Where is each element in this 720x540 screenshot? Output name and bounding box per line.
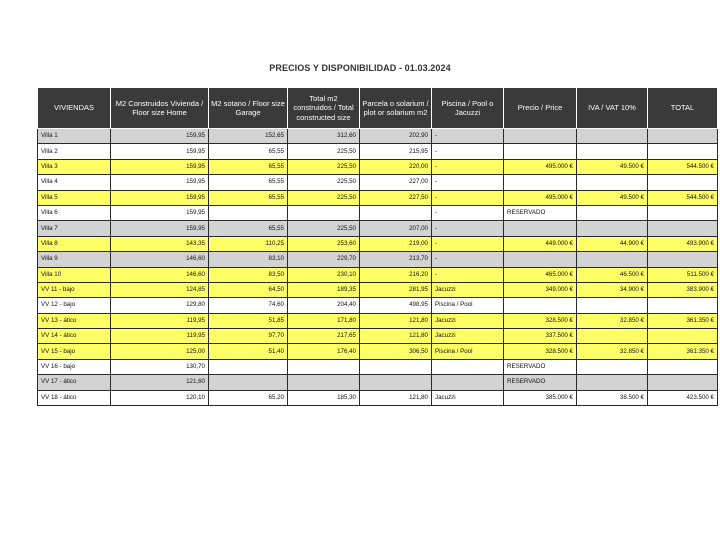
cell-price: RESERVADO [504,205,577,220]
header-plot-size: Parcela o solarium / plot or solarium m2 [360,88,432,129]
table-row [38,390,718,405]
cell-name: Villa 10 [38,267,111,282]
cell-total [648,252,718,267]
cell-pool: - [432,236,504,251]
cell-total [648,298,718,313]
cell-garage-size: 110,25 [209,236,288,251]
cell-built-size: 146,60 [111,267,209,282]
cell-vat [577,221,648,236]
cell-total: 544.500 € [648,159,718,174]
cell-name: Villa 9 [38,252,111,267]
cell-plot-size: 281,95 [360,282,432,297]
price-availability-table [37,87,718,406]
cell-total: 544.500 € [648,190,718,205]
cell-price [504,175,577,190]
table-row [38,298,718,313]
cell-pool: - [432,267,504,282]
cell-garage-size: 65,55 [209,190,288,205]
cell-vat [577,175,648,190]
cell-vat [577,205,648,220]
cell-total-size: 176,40 [288,344,360,359]
table-row [38,175,718,190]
header-viviendas: VIVIENDAS [38,88,111,129]
cell-plot-size: 121,80 [360,329,432,344]
cell-built-size: 159,95 [111,175,209,190]
cell-price [504,129,577,144]
cell-name: Villa 6 [38,205,111,220]
cell-total-size: 171,80 [288,313,360,328]
cell-price [504,252,577,267]
cell-total-size: 189,35 [288,282,360,297]
cell-total-size: 230,10 [288,267,360,282]
cell-plot-size [360,359,432,374]
cell-total-size: 225,50 [288,175,360,190]
header-garage-size: M2 sotano / Floor size Garage [209,88,288,129]
table-row [38,375,718,390]
cell-vat: 34.900 € [577,282,648,297]
cell-built-size: 130,70 [111,359,209,374]
table-row [38,205,718,220]
cell-plot-size: 306,50 [360,344,432,359]
cell-total-size: 204,40 [288,298,360,313]
table-row [38,190,718,205]
cell-built-size: 124,85 [111,282,209,297]
cell-built-size: 121,60 [111,375,209,390]
cell-name: VV 15 - bajo [38,344,111,359]
cell-name: VV 11 - bajo [38,282,111,297]
cell-price: 337.500 € [504,329,577,344]
cell-plot-size: 227,00 [360,175,432,190]
cell-plot-size: 121,80 [360,390,432,405]
table-header-row [38,88,718,129]
cell-garage-size [209,205,288,220]
cell-pool: - [432,175,504,190]
cell-name: VV 14 - ático [38,329,111,344]
cell-garage-size: 74,60 [209,298,288,313]
cell-garage-size: 65,55 [209,159,288,174]
cell-price: 465.000 € [504,267,577,282]
cell-name: Villa 3 [38,159,111,174]
cell-total [648,205,718,220]
cell-total: 511.500 € [648,267,718,282]
table-row [38,329,718,344]
table-row [38,313,718,328]
cell-name: VV 18 - ático [38,390,111,405]
cell-vat: 49.500 € [577,159,648,174]
cell-pool: - [432,159,504,174]
cell-plot-size: 220,00 [360,159,432,174]
table-row [38,267,718,282]
header-total: TOTAL [648,88,718,129]
cell-built-size: 159,95 [111,190,209,205]
cell-plot-size: 121,80 [360,313,432,328]
cell-garage-size: 152,65 [209,129,288,144]
cell-pool: Piscina / Pool [432,298,504,313]
cell-vat [577,298,648,313]
header-total-size: Total m2 construidos / Total constructed size [288,88,360,129]
cell-plot-size: 202,90 [360,129,432,144]
table-row [38,236,718,251]
cell-total-size: 185,30 [288,390,360,405]
cell-built-size: 159,95 [111,159,209,174]
table-body [38,129,718,406]
cell-total-size: 225,50 [288,190,360,205]
cell-total-size: 217,65 [288,329,360,344]
cell-plot-size: 219,00 [360,236,432,251]
cell-total-size: 225,50 [288,144,360,159]
cell-total [648,221,718,236]
cell-total-size: 312,60 [288,129,360,144]
cell-vat [577,359,648,374]
cell-built-size: 120,10 [111,390,209,405]
cell-name: Villa 5 [38,190,111,205]
cell-total: 423.500 € [648,390,718,405]
cell-plot-size: 213,70 [360,252,432,267]
cell-total [648,359,718,374]
cell-garage-size: 83,10 [209,252,288,267]
cell-price [504,298,577,313]
cell-total-size [288,375,360,390]
cell-price: 328.500 € [504,344,577,359]
cell-total [648,129,718,144]
cell-price: RESERVADO [504,375,577,390]
cell-built-size: 129,80 [111,298,209,313]
table-row [38,252,718,267]
cell-built-size: 119,95 [111,313,209,328]
cell-vat: 38.500 € [577,390,648,405]
cell-plot-size: 207,00 [360,221,432,236]
cell-plot-size: 498,95 [360,298,432,313]
cell-name: Villa 4 [38,175,111,190]
cell-pool [432,375,504,390]
cell-pool: - [432,144,504,159]
cell-total-size [288,205,360,220]
cell-name: Villa 1 [38,129,111,144]
cell-name: Villa 7 [38,221,111,236]
cell-price: RESERVADO [504,359,577,374]
cell-total: 361.350 € [648,313,718,328]
cell-vat [577,252,648,267]
cell-total [648,329,718,344]
cell-garage-size: 65,20 [209,390,288,405]
table-row [38,144,718,159]
cell-plot-size: 227,50 [360,190,432,205]
cell-pool: Jacuzzi [432,282,504,297]
cell-name: VV 12 - bajo [38,298,111,313]
cell-vat: 46.500 € [577,267,648,282]
cell-plot-size: 215,95 [360,144,432,159]
cell-vat [577,329,648,344]
cell-vat [577,129,648,144]
cell-total-size: 229,70 [288,252,360,267]
cell-garage-size: 97,70 [209,329,288,344]
cell-garage-size [209,359,288,374]
cell-price [504,144,577,159]
cell-built-size: 159,95 [111,129,209,144]
cell-garage-size: 51,85 [209,313,288,328]
cell-vat [577,375,648,390]
cell-total-size: 225,50 [288,221,360,236]
cell-vat: 44.900 € [577,236,648,251]
table-row [38,221,718,236]
cell-garage-size: 83,50 [209,267,288,282]
cell-pool: - [432,190,504,205]
cell-price: 349.000 € [504,282,577,297]
cell-garage-size: 65,55 [209,175,288,190]
cell-garage-size: 65,55 [209,144,288,159]
header-vat: IVA / VAT 10% [577,88,648,129]
cell-built-size: 159,95 [111,205,209,220]
cell-built-size: 119,95 [111,329,209,344]
table-row [38,129,718,144]
cell-built-size: 159,95 [111,144,209,159]
cell-plot-size [360,375,432,390]
cell-pool: Jacuzzi [432,390,504,405]
cell-name: VV 16 - bajo [38,359,111,374]
cell-built-size: 146,60 [111,252,209,267]
table-row [38,282,718,297]
cell-total [648,375,718,390]
cell-built-size: 125,00 [111,344,209,359]
cell-name: VV 13 - ático [38,313,111,328]
header-price: Precio / Price [504,88,577,129]
cell-total-size: 253,60 [288,236,360,251]
cell-total-size [288,359,360,374]
cell-built-size: 143,35 [111,236,209,251]
header-pool: Piscina / Pool o Jacuzzi [432,88,504,129]
page-title: PRECIOS Y DISPONIBILIDAD - 01.03.2024 [269,63,451,73]
cell-price [504,221,577,236]
cell-pool: Piscina / Pool [432,344,504,359]
cell-pool: - [432,252,504,267]
header-built-size: M2 Construidos Vivienda / Floor size Home [111,88,209,129]
cell-garage-size [209,375,288,390]
cell-price: 449.000 € [504,236,577,251]
table-row [38,359,718,374]
cell-plot-size: 216,20 [360,267,432,282]
cell-price: 385.000 € [504,390,577,405]
cell-total: 383.900 € [648,282,718,297]
cell-garage-size: 65,55 [209,221,288,236]
cell-pool: - [432,205,504,220]
cell-pool: - [432,129,504,144]
cell-pool: Jacuzzi [432,329,504,344]
cell-name: Villa 2 [38,144,111,159]
cell-total: 361.350 € [648,344,718,359]
cell-total [648,144,718,159]
cell-built-size: 159,95 [111,221,209,236]
table-row [38,159,718,174]
cell-name: Villa 8 [38,236,111,251]
cell-vat: 49.500 € [577,190,648,205]
cell-garage-size: 64,50 [209,282,288,297]
cell-total-size: 225,50 [288,159,360,174]
cell-price: 495.000 € [504,159,577,174]
cell-plot-size [360,205,432,220]
cell-pool: - [432,221,504,236]
cell-pool [432,359,504,374]
cell-garage-size: 51,40 [209,344,288,359]
cell-vat [577,144,648,159]
cell-total: 493.900 € [648,236,718,251]
cell-price: 495.000 € [504,190,577,205]
cell-vat: 32.850 € [577,313,648,328]
cell-vat: 32.850 € [577,344,648,359]
cell-price: 328.500 € [504,313,577,328]
cell-name: VV 17 - ático [38,375,111,390]
cell-pool: Jacuzzi [432,313,504,328]
table-row [38,344,718,359]
cell-total [648,175,718,190]
